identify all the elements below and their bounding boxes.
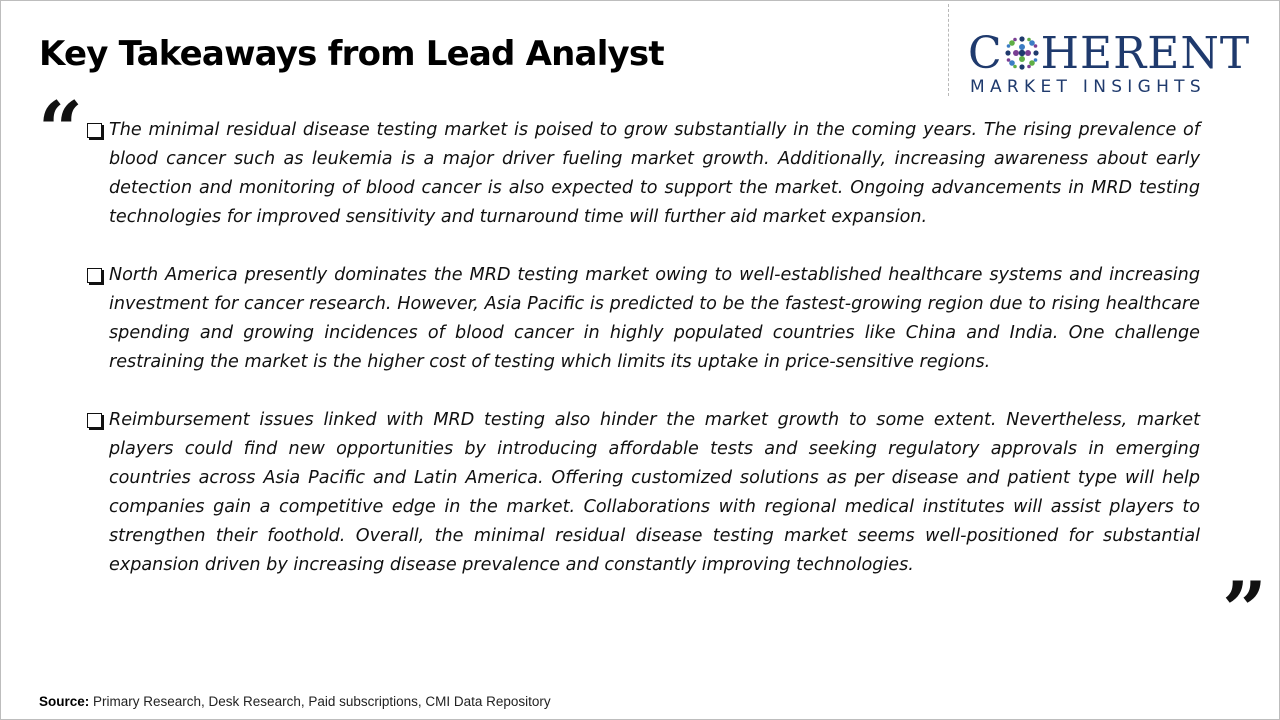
- source-text: Primary Research, Desk Research, Paid subscriptions, CMI Data Repository: [89, 694, 551, 709]
- checkbox-bullet-icon: [87, 268, 102, 283]
- logo-divider: [948, 4, 949, 96]
- takeaway-item: [86, 116, 1200, 232]
- checkbox-bullet-icon: [87, 413, 102, 428]
- company-logo: [968, 30, 1268, 100]
- takeaway-text: Reimbursement issues linked with MRD testing also hinder the market growth to some extent. Nevertheless, market players could find new opportunities by introducing affordable tests and seeking regulatory approvals in emerging countries across Asia Pacific and Latin America. Offering customized solutions as per disease and patient type will help companies gain a competitive edge in the market. Collaborations with regional medical institutes will assist players to strengthen their foothold. Overall, the minimal residual disease testing market seems well-positioned for substantial expansion driven by increasing disease prevalence and constantly improving technologies.: [109, 410, 1200, 575]
- logo-tagline: MARKET INSIGHTS: [970, 77, 1206, 97]
- logo-wordmark: [968, 30, 1250, 78]
- logo-globe-icon: [1004, 35, 1040, 71]
- logo-letters-herent: HERENT: [1040, 28, 1251, 79]
- takeaway-text: North America presently dominates the MRD testing market owing to well-established healthcare systems and increasing investment for cancer research. However, Asia Pacific is predicted to be the fastest-growing region due to rising healthcare spending and growing incidences of blood cancer in highly populated countries like China and India. One challenge restraining the market is the higher cost of testing which limits its uptake in price-sensitive regions.: [109, 265, 1200, 372]
- takeaway-item: [86, 261, 1200, 377]
- checkbox-bullet-icon: [87, 123, 102, 138]
- logo-letter-c: C: [968, 28, 1003, 79]
- page-title: Key Takeaways from Lead Analyst: [39, 34, 664, 74]
- source-label: Source:: [39, 694, 90, 709]
- takeaway-text: The minimal residual disease testing market is poised to grow substantially in the coming years. The rising prevalence of blood cancer such as leukemia is a major driver fueling market growth. Additionally, increasing awareness about early detection and monitoring of blood cancer is also expected to support the market. Ongoing advancements in MRD testing technologies for improved sensitivity and turnaround time will further aid market expansion.: [109, 120, 1200, 227]
- source-note: [39, 694, 551, 709]
- close-quote-icon: ”: [1222, 565, 1267, 656]
- takeaway-item: [86, 406, 1200, 580]
- open-quote-icon: “: [38, 85, 83, 176]
- takeaways-list: [86, 116, 1200, 609]
